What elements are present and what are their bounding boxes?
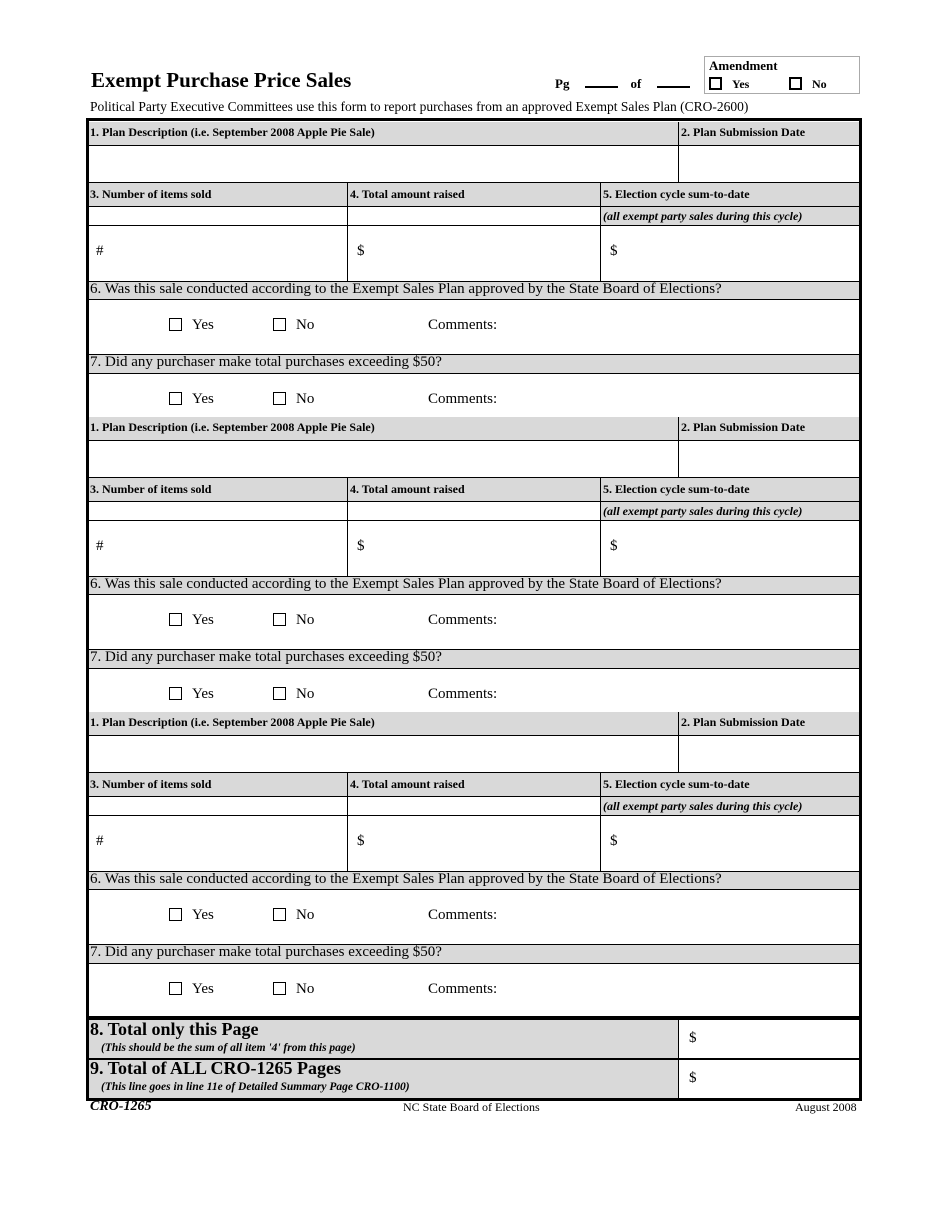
rule bbox=[600, 773, 601, 871]
q7-yes-label: Yes bbox=[192, 391, 214, 407]
q6-yes-label: Yes bbox=[192, 907, 214, 923]
q7-yes-option[interactable] bbox=[169, 981, 214, 998]
plan-description-field[interactable] bbox=[89, 736, 677, 772]
q7-yes-checkbox[interactable] bbox=[169, 392, 182, 405]
plan-submission-date-field[interactable] bbox=[679, 441, 859, 477]
total-raised-field[interactable]: $ bbox=[357, 243, 365, 259]
q6-no-checkbox[interactable] bbox=[273, 318, 286, 331]
plan-submission-date-label: 2. Plan Submission Date bbox=[681, 125, 806, 139]
page-number-line bbox=[555, 76, 702, 92]
rule bbox=[600, 478, 601, 576]
rule bbox=[347, 773, 348, 871]
plan-description-field[interactable] bbox=[89, 146, 677, 182]
rule bbox=[89, 963, 859, 964]
q6-yes-label: Yes bbox=[192, 612, 214, 628]
q6-no-label: No bbox=[296, 612, 315, 628]
q6-no-label: No bbox=[296, 317, 315, 333]
q7-question: 7. Did any purchaser make total purchases exceeding $50? bbox=[90, 944, 442, 960]
q7-question: 7. Did any purchaser make total purchases exceeding $50? bbox=[90, 354, 442, 370]
q6-comments-field[interactable]: Comments: bbox=[428, 317, 498, 333]
q6-comments-field[interactable]: Comments: bbox=[428, 907, 498, 923]
total-page-title: 8. Total only this Page bbox=[90, 1019, 259, 1039]
amendment-label: Amendment bbox=[709, 58, 778, 73]
q6-yes-checkbox[interactable] bbox=[169, 613, 182, 626]
amendment-no-label: No bbox=[812, 77, 827, 91]
amendment-no-checkbox[interactable] bbox=[789, 77, 802, 90]
cycle-note-label: (all exempt party sales during this cycle) bbox=[603, 209, 803, 223]
q7-yes-checkbox[interactable] bbox=[169, 982, 182, 995]
items-sold-field[interactable]: # bbox=[96, 243, 104, 259]
pg-label: Pg bbox=[555, 76, 570, 91]
plan-submission-date-label: 2. Plan Submission Date bbox=[681, 420, 806, 434]
total-all-field[interactable]: $ bbox=[689, 1070, 697, 1086]
q6-no-option[interactable] bbox=[273, 907, 314, 924]
q7-no-checkbox[interactable] bbox=[273, 982, 286, 995]
q7-yes-option[interactable] bbox=[169, 686, 214, 703]
items-sold-label: 3. Number of items sold bbox=[90, 482, 212, 496]
q7-no-option[interactable] bbox=[273, 981, 314, 998]
q6-question: 6. Was this sale conducted according to the Exempt Sales Plan approved by the State Board of Elections? bbox=[90, 281, 722, 297]
agency-name: NC State Board of Elections bbox=[403, 1100, 540, 1114]
q7-yes-option[interactable] bbox=[169, 391, 214, 408]
total-raised-field[interactable]: $ bbox=[357, 833, 365, 849]
total-raised-field[interactable]: $ bbox=[357, 538, 365, 554]
rule bbox=[89, 225, 859, 226]
rule bbox=[89, 772, 859, 773]
q6-no-checkbox[interactable] bbox=[273, 613, 286, 626]
q6-no-option[interactable] bbox=[273, 612, 314, 629]
q7-no-label: No bbox=[296, 686, 315, 702]
q7-no-option[interactable] bbox=[273, 686, 314, 703]
q6-comments-field[interactable]: Comments: bbox=[428, 612, 498, 628]
rule bbox=[89, 182, 859, 183]
rule bbox=[89, 501, 859, 502]
q7-yes-label: Yes bbox=[192, 686, 214, 702]
rule bbox=[347, 478, 348, 576]
page-number-field[interactable] bbox=[585, 86, 618, 88]
total-raised-label: 4. Total amount raised bbox=[350, 187, 465, 201]
q7-no-label: No bbox=[296, 981, 315, 997]
q6-yes-label: Yes bbox=[192, 317, 214, 333]
plan-description-label: 1. Plan Description (i.e. September 2008 Apple Pie Sale) bbox=[90, 125, 375, 139]
q6-yes-option[interactable] bbox=[169, 612, 214, 629]
amendment-box bbox=[704, 56, 860, 94]
q6-question: 6. Was this sale conducted according to the Exempt Sales Plan approved by the State Board of Elections? bbox=[90, 576, 722, 592]
page-total-field[interactable] bbox=[657, 86, 690, 88]
items-sold-field[interactable]: # bbox=[96, 833, 104, 849]
cycle-sum-field[interactable]: $ bbox=[610, 833, 618, 849]
form-id: CRO-1265 bbox=[90, 1099, 152, 1114]
total-raised-label: 4. Total amount raised bbox=[350, 777, 465, 791]
total-page-field[interactable]: $ bbox=[689, 1030, 697, 1046]
total-all-note: (This line goes in line 11e of Detailed Summary Page CRO-1100) bbox=[101, 1081, 410, 1093]
rule bbox=[89, 520, 859, 521]
cycle-note-label: (all exempt party sales during this cycle) bbox=[603, 504, 803, 518]
q6-no-checkbox[interactable] bbox=[273, 908, 286, 921]
total-page-note: (This should be the sum of all item '4' from this page) bbox=[101, 1042, 356, 1054]
plan-description-label: 1. Plan Description (i.e. September 2008 Apple Pie Sale) bbox=[90, 715, 375, 729]
cycle-sum-field[interactable]: $ bbox=[610, 243, 618, 259]
total-all-title: 9. Total of ALL CRO-1265 Pages bbox=[90, 1058, 342, 1078]
q7-no-option[interactable] bbox=[273, 391, 314, 408]
q7-comments-field[interactable]: Comments: bbox=[428, 686, 498, 702]
totals-divider bbox=[678, 1020, 679, 1098]
amendment-yes-label: Yes bbox=[732, 77, 750, 91]
of-label: of bbox=[630, 76, 642, 91]
q6-no-option[interactable] bbox=[273, 317, 314, 334]
q7-yes-label: Yes bbox=[192, 981, 214, 997]
rule bbox=[89, 594, 859, 595]
q6-yes-checkbox[interactable] bbox=[169, 908, 182, 921]
q7-no-checkbox[interactable] bbox=[273, 687, 286, 700]
rule bbox=[89, 299, 859, 300]
q6-no-label: No bbox=[296, 907, 315, 923]
q7-yes-checkbox[interactable] bbox=[169, 687, 182, 700]
plan-submission-date-field[interactable] bbox=[679, 146, 859, 182]
rule bbox=[89, 206, 859, 207]
cycle-sum-label: 5. Election cycle sum-to-date bbox=[603, 187, 750, 201]
items-sold-field[interactable]: # bbox=[96, 538, 104, 554]
q6-yes-option[interactable] bbox=[169, 907, 214, 924]
form-title: Exempt Purchase Price Sales bbox=[91, 68, 352, 92]
plan-description-field[interactable] bbox=[89, 441, 677, 477]
q7-comments-field[interactable]: Comments: bbox=[428, 391, 498, 407]
q6-yes-checkbox[interactable] bbox=[169, 318, 182, 331]
cycle-sum-label: 5. Election cycle sum-to-date bbox=[603, 777, 750, 791]
total-raised-label: 4. Total amount raised bbox=[350, 482, 465, 496]
revision-date: August 2008 bbox=[795, 1100, 857, 1114]
q7-comments-field[interactable]: Comments: bbox=[428, 981, 498, 997]
cycle-sum-label: 5. Election cycle sum-to-date bbox=[603, 482, 750, 496]
q6-question: 6. Was this sale conducted according to the Exempt Sales Plan approved by the State Board of Elections? bbox=[90, 871, 722, 887]
rule bbox=[89, 477, 859, 478]
rule bbox=[600, 183, 601, 281]
items-sold-label: 3. Number of items sold bbox=[90, 187, 212, 201]
rule bbox=[89, 668, 859, 669]
rule bbox=[347, 183, 348, 281]
q6-yes-option[interactable] bbox=[169, 317, 214, 334]
plan-submission-date-label: 2. Plan Submission Date bbox=[681, 715, 806, 729]
plan-description-label: 1. Plan Description (i.e. September 2008 Apple Pie Sale) bbox=[90, 420, 375, 434]
rule bbox=[89, 796, 859, 797]
form-instructions: Political Party Executive Committees use this form to report purchases from an approved Exempt Sales Plan (CRO-2600) bbox=[90, 99, 749, 114]
cycle-sum-field[interactable]: $ bbox=[610, 538, 618, 554]
rule bbox=[89, 373, 859, 374]
plan-submission-date-field[interactable] bbox=[679, 736, 859, 772]
q7-no-label: No bbox=[296, 391, 315, 407]
q7-question: 7. Did any purchaser make total purchases exceeding $50? bbox=[90, 649, 442, 665]
cycle-note-label: (all exempt party sales during this cycle) bbox=[603, 799, 803, 813]
rule bbox=[89, 815, 859, 816]
rule bbox=[89, 889, 859, 890]
q7-no-checkbox[interactable] bbox=[273, 392, 286, 405]
items-sold-label: 3. Number of items sold bbox=[90, 777, 212, 791]
amendment-yes-checkbox[interactable] bbox=[709, 77, 722, 90]
